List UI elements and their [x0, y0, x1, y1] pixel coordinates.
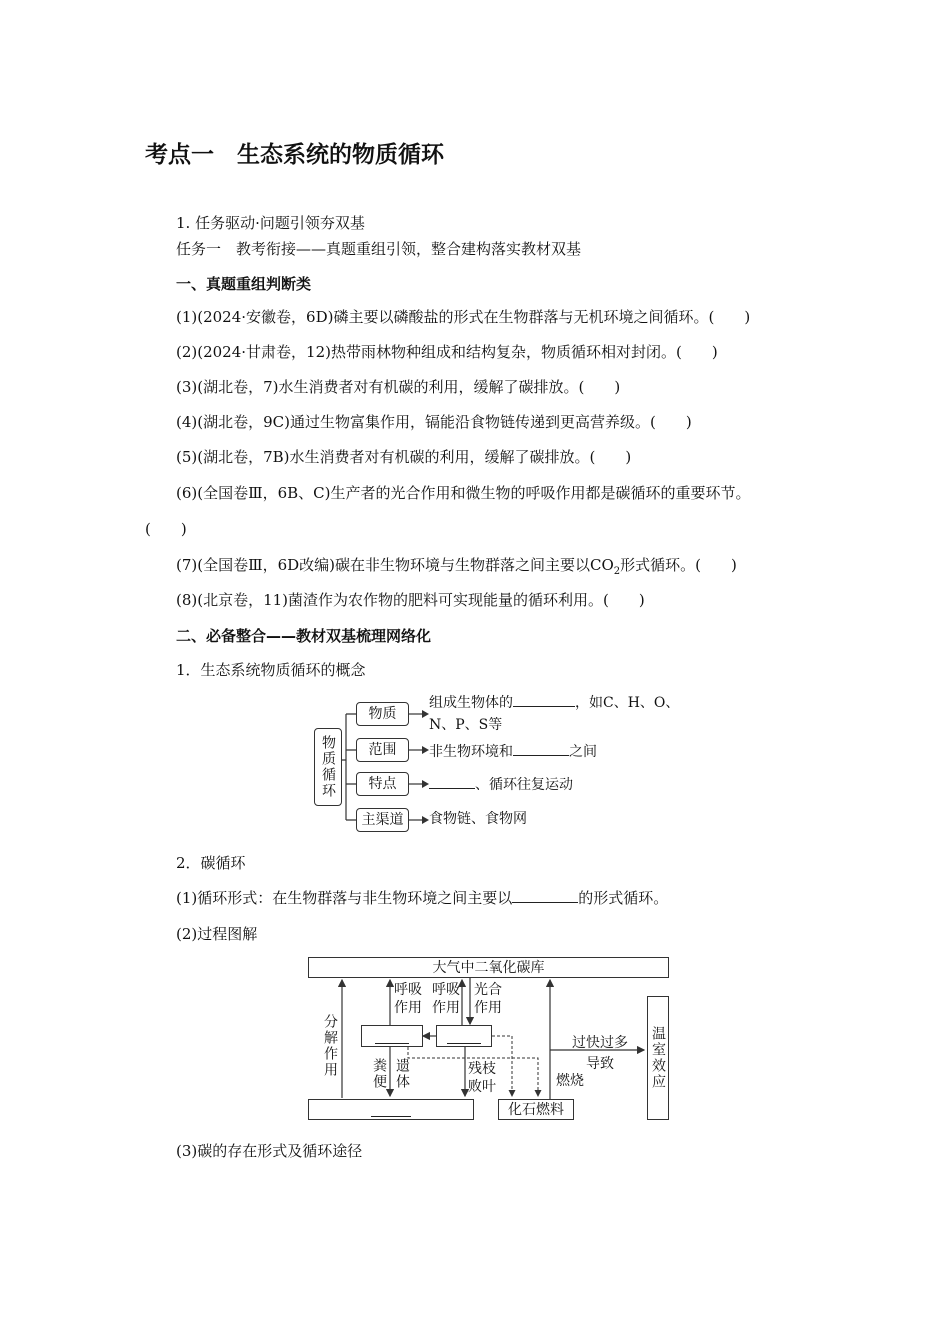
substance-desc: 组成生物体的 ，如C、H、O、 [429, 692, 679, 712]
feature-desc: 、循环往复运动 [429, 774, 573, 794]
question-5: (5)(湖北卷，7B)水生消费者对有机碳的利用，缓解了碳排放。( ) [176, 448, 632, 466]
label-photosynthesis: 光合作用 [474, 982, 502, 1016]
question-8: (8)(北京卷，11)菌渣作为农作物的肥料可实现能量的循环利用。( ) [176, 591, 645, 609]
consumer-box [361, 1025, 423, 1047]
concept-root: 物质循环 [314, 728, 342, 806]
question-2: (2)(2024·甘肃卷，12)热带雨林物种组成和结构复杂，物质循环相对封闭。( ) [176, 343, 718, 361]
channel-desc: 食物链、食物网 [429, 811, 527, 827]
label-decompose: 分解作用 [322, 1014, 338, 1078]
label-leads-to: 导致 [586, 1056, 614, 1072]
question-7: (7)(全国卷Ⅲ，6D改编)碳在非生物环境与生物群落之间主要以$CO_2$形式循环。( ) [176, 556, 737, 577]
label-respiration-2: 呼吸作用 [432, 982, 460, 1016]
process-heading: (2)过程图解 [176, 925, 258, 943]
carbon-form: (1)循环形式：在生物群落与非生物环境之间主要以 的形式循环。 [176, 889, 669, 907]
branch-channel: 主渠道 [356, 808, 409, 832]
concept-map [312, 688, 692, 838]
question-3: (3)(湖北卷，7)水生消费者对有机碳的利用，缓解了碳排放。( ) [176, 378, 621, 396]
question-6: (6)(全国卷Ⅲ，6B、C)生产者的光合作用和微生物的呼吸作用都是碳循环的重要环节。 [176, 484, 751, 502]
label-litter: 残枝败叶 [468, 1061, 496, 1095]
branch-substance: 物质 [356, 702, 409, 726]
carbon-cycle-diagram [300, 954, 680, 1124]
producer-box [436, 1025, 492, 1047]
label-remains: 遗体 [394, 1058, 410, 1090]
branch-feature: 特点 [356, 772, 409, 796]
branch-range: 范围 [356, 738, 409, 762]
existence-heading: (3)碳的存在形式及循环途径 [176, 1142, 363, 1160]
page-title: 考点一 生态系统的物质循环 [145, 142, 444, 168]
label-burning: 燃烧 [556, 1073, 584, 1089]
carbon-heading: 2．碳循环 [176, 854, 246, 872]
range-desc: 非生物环境和 之间 [429, 741, 597, 761]
label-feces: 粪便 [371, 1058, 387, 1090]
section1-heading: 一、真题重组判断类 [176, 275, 312, 293]
label-excess: 过快过多 [572, 1035, 628, 1051]
question-1: (1)(2024·安徽卷，6D)磷主要以磷酸盐的形式在生物群落与无机环境之间循环。( ) [176, 308, 751, 326]
task-one: 任务一 教考衔接——真题重组引领，整合建构落实教材双基 [176, 240, 582, 258]
substance-desc-2: N、P、S等 [429, 717, 503, 733]
question-4: (4)(湖北卷，9C)通过生物富集作用，镉能沿食物链传递到更高营养级。( ) [176, 413, 692, 431]
concept-heading: 1．生态系统物质循环的概念 [176, 661, 366, 679]
greenhouse-box: 温室效应 [647, 996, 669, 1120]
task-heading: 1. 任务驱动·问题引领夯双基 [176, 214, 365, 232]
question-6-paren: ( ) [145, 520, 187, 538]
decomposer-box [308, 1099, 474, 1120]
section2-heading: 二、必备整合——教材双基梳理网络化 [176, 627, 432, 645]
atmosphere-box: 大气中二氧化碳库 [308, 957, 669, 978]
label-respiration-1: 呼吸作用 [394, 982, 422, 1016]
fossil-fuel-box: 化石燃料 [498, 1099, 574, 1120]
